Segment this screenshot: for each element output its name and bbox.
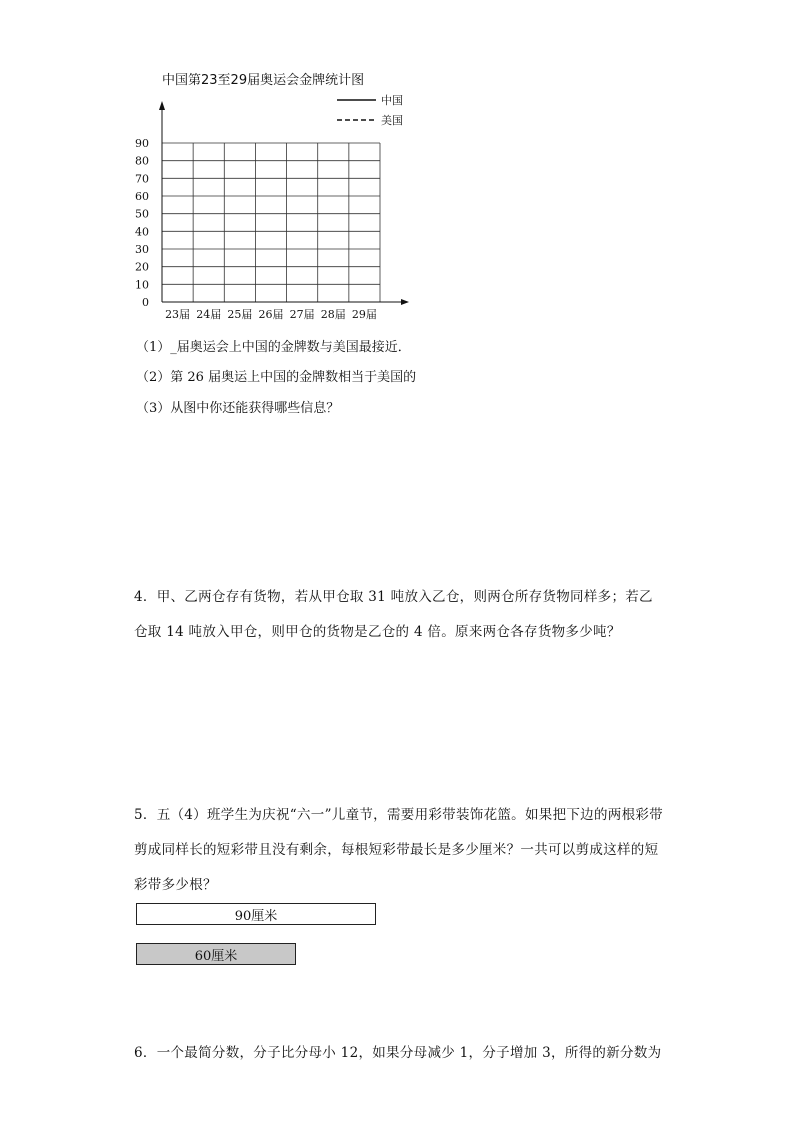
x-tick-label: 25届 [227, 308, 253, 321]
legend-label-1: 美国 [381, 114, 403, 127]
x-tick-label: 28届 [320, 308, 346, 321]
question-3-part-3: （3）从图中你还能获得哪些信息？ [136, 401, 340, 416]
y-tick-label: 60 [135, 190, 149, 203]
y-tick-label: 10 [135, 278, 149, 292]
y-tick-label: 80 [135, 154, 149, 168]
y-tick-label: 30 [135, 243, 149, 256]
question-4: 4．甲、乙两仓存有货物，若从甲仓取 31 吨放入乙仓，则两仓所存货物同样多；若乙仓取 14 吨放入甲仓，则甲仓的货物是乙仓的 4 倍。原来两仓各存货物多少吨？ [134, 589, 653, 640]
y-tick-label: 50 [135, 207, 149, 221]
chart-grid [162, 143, 380, 302]
x-tick-label: 24届 [196, 308, 222, 321]
y-tick-label: 20 [135, 260, 149, 274]
y-tick-label: 0 [142, 296, 149, 309]
x-axis-arrow [401, 299, 409, 305]
ribbon-60cm [136, 943, 296, 965]
ribbon-90cm [136, 903, 376, 925]
y-tick-label: 40 [135, 225, 149, 239]
ribbon-90cm-label: 90厘米 [234, 908, 278, 924]
question-3-part-2: （2）第 26 届奥运上中国的金牌数相当于美国的 [136, 370, 417, 385]
y-tick-labels [135, 137, 149, 309]
y-axis-arrow [159, 101, 165, 110]
y-tick-label: 70 [135, 172, 149, 186]
y-tick-label: 90 [135, 137, 149, 150]
ribbon-60cm-label: 60厘米 [194, 948, 238, 964]
question-6: 6．一个最简分数，分子比分母小 12，如果分母减少 1，分子增加 3，所得的新分数为 [134, 1045, 662, 1061]
x-tick-label: 29届 [351, 308, 377, 321]
question-5: 5．五（4）班学生为庆祝“六一”儿童节，需要用彩带装饰花篮。如果把下边的两根彩带剪成同样长的短彩带且没有剩余，每根短彩带最长是多少厘米？一共可以剪成这样的短彩带多少根？ [134, 807, 663, 893]
x-tick-label: 23届 [165, 308, 191, 321]
x-tick-label: 27届 [289, 308, 315, 321]
chart-legend [337, 93, 403, 127]
legend-label-0: 中国 [381, 94, 403, 107]
gold-medal-line-chart [0, 0, 794, 330]
question-3-part-1: （1）_届奥运会上中国的金牌数与美国最接近． [136, 340, 411, 355]
x-tick-label: 26届 [258, 308, 284, 321]
chart-axes [159, 101, 409, 305]
chart-title: 中国第23至29届奥运会金牌统计图 [162, 73, 365, 88]
x-tick-labels [165, 308, 377, 321]
